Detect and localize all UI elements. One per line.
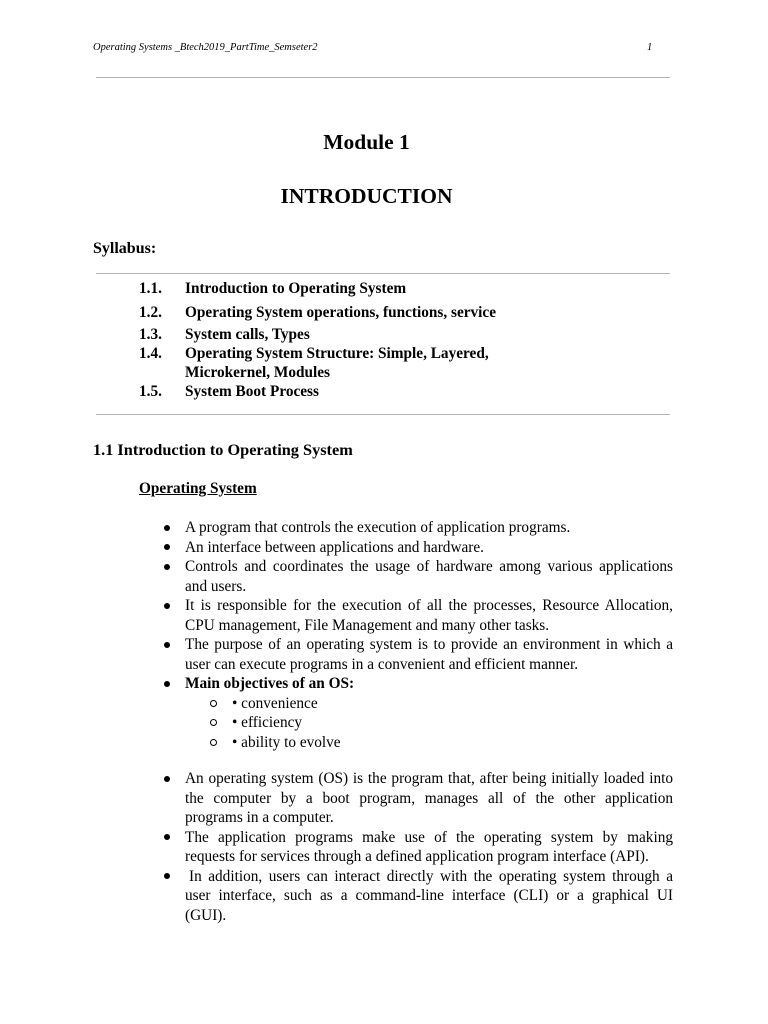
bullet-marker <box>164 642 170 648</box>
list-item-text: programs in a computer. <box>185 809 334 826</box>
bullet-marker <box>164 834 170 840</box>
syllabus-item-title: System calls, Types <box>185 325 310 343</box>
list-item <box>160 867 673 926</box>
list-item-text: the computer by a boot program, manages all of the other application <box>185 789 673 807</box>
page-number: 1 <box>647 42 653 53</box>
syllabus-item <box>139 325 669 344</box>
sub-list-item <box>160 733 673 753</box>
list-item <box>160 769 673 828</box>
bullet-list <box>160 769 673 925</box>
sub-list-item-text: • convenience <box>232 694 318 712</box>
list-item-text: In addition, users can interact directly with the operating system through a <box>189 867 673 885</box>
list-item-text: Controls and coordinates the usage of hardware among various applications <box>185 558 673 575</box>
list-item-text: An interface between applications and hardware. <box>185 538 484 556</box>
sub-list-item-text: • ability to evolve <box>232 733 341 751</box>
syllabus-item <box>139 303 669 322</box>
bullet-marker <box>164 564 170 570</box>
list-item <box>160 828 673 867</box>
bullet-marker <box>164 525 170 531</box>
list-item-text: requests for services through a defined application program interface (API). <box>185 848 649 865</box>
bullet-marker <box>164 603 170 609</box>
list-item-text: An operating system (OS) is the program that, after being initially loaded into <box>185 770 673 787</box>
syllabus-item-title: Introduction to Operating System <box>185 279 407 297</box>
syllabus-item-number: 1.1. <box>139 279 162 297</box>
list-item <box>160 635 673 674</box>
syllabus-item-title-continued: Microkernel, Modules <box>185 363 331 381</box>
sub-list-item <box>160 694 673 714</box>
list-item-text: user interface, such as a command-line interface (CLI) or a graphical UI <box>185 887 673 904</box>
header-divider <box>96 77 670 78</box>
module-title: Module 1 <box>323 130 410 154</box>
section-heading: 1.1 Introduction to Operating System <box>93 440 353 459</box>
chapter-title: INTRODUCTION <box>280 184 453 208</box>
list-item-text: It is responsible for the execution of all the processes, Resource Allocation, <box>185 597 673 614</box>
section-subheading: Operating System <box>139 480 257 497</box>
list-item-text: The purpose of an operating system is to provide an environment in which a <box>185 636 673 653</box>
list-item-text: (GUI). <box>185 906 227 924</box>
bullet-marker <box>164 776 170 782</box>
syllabus-item <box>139 344 669 382</box>
list-item <box>160 674 673 694</box>
bullet-marker <box>164 873 170 879</box>
list-item <box>160 596 673 635</box>
syllabus-item-title: Operating System operations, functions, service <box>185 303 497 321</box>
syllabus-item <box>139 382 669 401</box>
hollow-bullet-marker <box>210 700 217 707</box>
syllabus-item-number: 1.2. <box>139 303 162 321</box>
syllabus-bottom-divider <box>96 414 670 415</box>
syllabus-item-title: System Boot Process <box>185 382 319 400</box>
sub-list-item <box>160 713 673 733</box>
syllabus-item-title: Operating System Structure: Simple, Layered, <box>185 344 489 362</box>
sub-list-item-text: • efficiency <box>232 714 303 731</box>
list-item <box>160 518 673 538</box>
syllabus-item-number: 1.5. <box>139 382 162 400</box>
objectives-label: Main objectives of an OS: <box>185 675 355 692</box>
bullet-marker <box>164 544 170 550</box>
list-item-text: A program that controls the execution of application programs. <box>185 519 571 536</box>
list-item-text: user can execute programs in a convenient and efficient manner. <box>185 655 579 673</box>
hollow-bullet-marker <box>210 739 217 746</box>
syllabus-label: Syllabus: <box>93 240 157 257</box>
syllabus-item <box>139 279 669 298</box>
list-item <box>160 557 673 596</box>
bullet-list <box>160 518 673 752</box>
syllabus-top-divider <box>96 273 670 274</box>
syllabus-item-number: 1.3. <box>139 325 162 343</box>
list-item <box>160 538 673 558</box>
syllabus-item-number: 1.4. <box>139 344 162 362</box>
bullet-marker <box>164 681 170 687</box>
running-title: Operating Systems _Btech2019_PartTime_Semseter2 <box>93 42 318 53</box>
list-item-text: CPU management, File Management and many other tasks. <box>185 616 550 634</box>
list-item-text: and users. <box>185 577 247 595</box>
list-item-text: The application programs make use of the operating system by making <box>185 828 673 846</box>
hollow-bullet-marker <box>210 719 217 726</box>
